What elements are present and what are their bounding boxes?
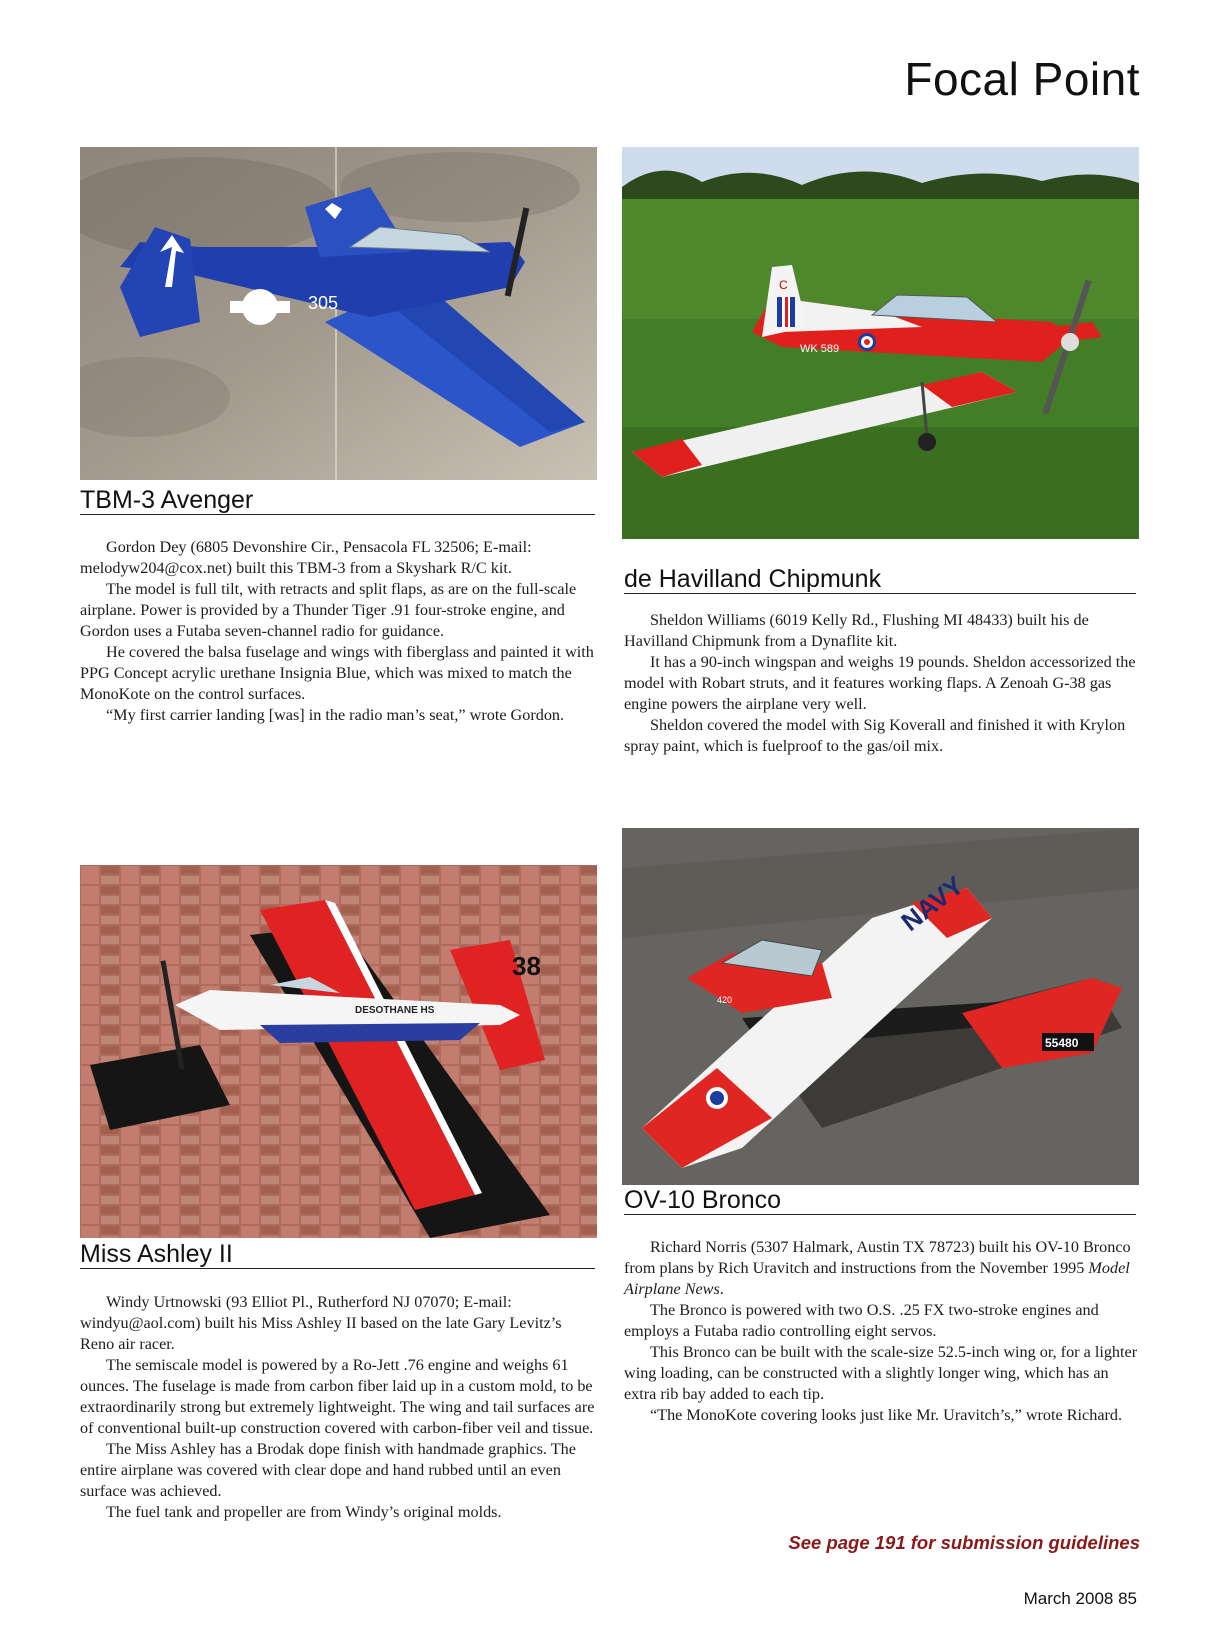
ashley-paragraph-1: Windy Urtnowski (93 Elliot Pl., Rutherford NJ 07070; E-mail: windyu@aol.com) built his Miss Ashley II based on the late Gary Levitz’s Reno air racer. [80,1293,562,1353]
bronco-nose-number: 420 [717,995,733,1005]
ashley-fuselage-text: DESOTHANE HS [355,1005,435,1016]
bronco-serial: 55480 [1045,1036,1079,1050]
page-title: Focal Point [904,53,1140,105]
tbm-paragraph-3: He covered the balsa fuselage and wings with fiberglass and painted it with PPG Concept acrylic urethane Insignia Blue, which was mixed to match the MonoKote on the control surfaces. [80,643,594,703]
section-title-ashley: Miss Ashley II [80,1240,595,1269]
tbm-paragraph-4: “My first carrier landing [was] in the radio man’s seat,” wrote Gordon. [106,706,565,724]
bronco-p1-end: . [719,1280,724,1298]
tbm-avenger-photo [80,147,597,480]
chipmunk-photo [622,147,1139,539]
bronco-paragraph-2: The Bronco is powered with two O.S. .25 FX two-stroke engines and employs a Futaba radio controlling eight servos. [624,1301,1099,1340]
section-title-chipmunk: de Havilland Chipmunk [624,565,1136,594]
ashley-number: 38 [512,951,541,981]
tbm-number: 305 [308,293,339,313]
article-tbm [80,537,595,726]
ashley-paragraph-4: The fuel tank and propeller are from Windy’s original molds. [106,1503,502,1521]
miss-ashley-photo [80,865,597,1238]
ov10-bronco-photo [622,828,1139,1185]
page-folio: March 2008 85 [1023,1589,1137,1608]
ashley-paragraph-3: The Miss Ashley has a Brodak dope finish with handmade graphics. The entire airplane was covered with clear dope and hand rubbed until an even surface was achieved. [80,1440,576,1500]
submission-guidelines-link[interactable]: See page 191 for submission guidelines [788,1532,1140,1553]
bronco-navy: NAVY [895,870,970,937]
ashley-paragraph-2: The semiscale model is powered by a Ro-Jett .76 engine and weighs 61 ounces. The fuselage is made from carbon fiber laid up in a custom mold, to be extraordinarily strong but extremely lightweight. The wing and tail surfaces are of conventional built-up construction covered with carbon-fiber veil and tissue. [80,1356,595,1437]
tbm-paragraph-2: The model is full tilt, with retracts and split flaps, as are on the full-scale airplane. Power is provided by a Thunder Tiger .91 four-stroke engine, and Gordon uses a Futaba seven-channel radio for guidance. [80,580,577,640]
magazine-title: Model Airplane News [624,1259,1130,1298]
chipmunk-paragraph-2: It has a 90-inch wingspan and weighs 19 pounds. Sheldon accessorized the model with Robart struts, and it features working flaps. A Zenoah G-38 gas engine powers the airplane very well. [624,653,1136,713]
article-chipmunk [624,610,1139,757]
article-bronco [624,1237,1139,1426]
chipmunk-paragraph-1: Sheldon Williams (6019 Kelly Rd., Flushing MI 48433) built his de Havilland Chipmunk from a Dynaflite kit. [624,611,1089,650]
section-title-tbm: TBM-3 Avenger [80,486,595,515]
bronco-paragraph-1 [624,1237,1139,1300]
section-title-bronco: OV-10 Bronco [624,1186,1136,1215]
chipmunk-letter: C [779,278,788,292]
tbm-paragraph-1: Gordon Dey (6805 Devonshire Cir., Pensacola FL 32506; E-mail: melodyw204@cox.net) built this TBM-3 from a Skyshark R/C kit. [80,538,532,577]
bronco-paragraph-3: This Bronco can be built with the scale-size 52.5-inch wing or, for a lighter wing loading, can be constructed with a slightly longer wing, which has an extra rib bay added to each tip. [624,1343,1138,1403]
bronco-p1-text: Richard Norris (5307 Halmark, Austin TX 78723) built his OV-10 Bronco from plans by Rich Uravitch and instructions from the November 1995 [624,1238,1131,1277]
bronco-paragraph-4: “The MonoKote covering looks just like Mr. Uravitch’s,” wrote Richard. [650,1406,1123,1424]
chipmunk-serial: WK 589 [800,343,840,355]
article-ashley [80,1292,595,1523]
chipmunk-paragraph-3: Sheldon covered the model with Sig Koverall and finished it with Krylon spray paint, which is fuelproof to the gas/oil mix. [624,716,1126,755]
